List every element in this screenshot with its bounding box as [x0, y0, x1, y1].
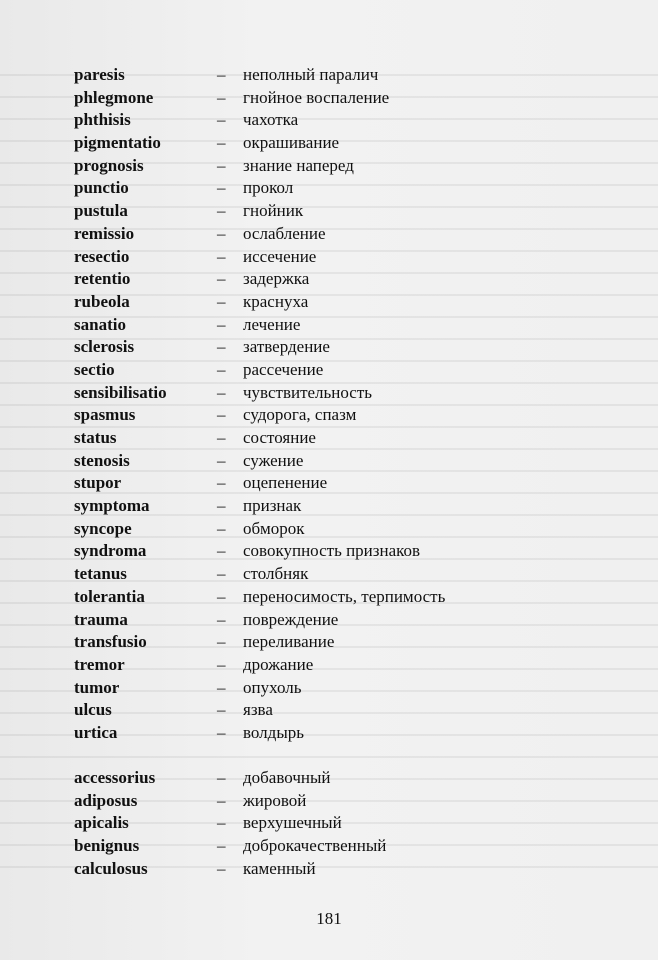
- latin-term: phthisis: [74, 110, 131, 130]
- glossary-entry: [74, 495, 514, 518]
- glossary-entry: [74, 835, 514, 858]
- glossary-entry: [74, 699, 514, 722]
- dash-separator: –: [217, 65, 226, 84]
- latin-term: tumor: [74, 677, 120, 697]
- latin-term: retentio: [74, 269, 131, 289]
- glossary-entry: [74, 812, 514, 835]
- glossary-entry: [74, 382, 514, 405]
- russian-meaning: неполный паралич: [243, 65, 379, 84]
- latin-term: benignus: [74, 836, 140, 856]
- latin-term: tremor: [74, 654, 125, 674]
- dash-separator: –: [217, 496, 226, 516]
- dash-separator: –: [217, 178, 226, 198]
- russian-meaning: сужение: [243, 450, 304, 470]
- glossary-entry: [74, 359, 514, 382]
- glossary-entry: [74, 631, 514, 654]
- latin-term: prognosis: [74, 155, 144, 175]
- russian-meaning: лечение: [243, 314, 301, 334]
- dash-separator: –: [217, 564, 226, 584]
- dash-separator: –: [217, 337, 226, 357]
- latin-term: stenosis: [74, 450, 130, 470]
- dash-separator: –: [217, 269, 226, 289]
- russian-meaning: судорога, спазм: [243, 405, 357, 425]
- russian-meaning: волдырь: [243, 722, 304, 742]
- dash-separator: –: [217, 155, 226, 175]
- russian-meaning: добавочный: [243, 768, 331, 787]
- dash-separator: –: [217, 700, 226, 720]
- russian-meaning: столбняк: [243, 564, 309, 584]
- russian-meaning: краснуха: [243, 291, 309, 311]
- glossary-entry: [74, 609, 514, 632]
- russian-meaning: прокол: [243, 178, 294, 198]
- latin-term: punctio: [74, 178, 129, 198]
- dash-separator: –: [217, 223, 226, 243]
- russian-meaning: чахотка: [243, 110, 299, 130]
- russian-meaning: оцепенение: [243, 473, 328, 493]
- latin-term: trauma: [74, 609, 128, 629]
- russian-meaning: ослабление: [243, 223, 326, 243]
- latin-term: calculosus: [74, 858, 148, 878]
- russian-meaning: иссечение: [243, 246, 317, 266]
- dash-separator: –: [217, 450, 226, 470]
- glossary-entry: [74, 540, 514, 563]
- dash-separator: –: [217, 541, 226, 561]
- latin-term: spasmus: [74, 405, 136, 425]
- latin-term: symptoma: [74, 496, 150, 516]
- russian-meaning: чувствительность: [243, 382, 373, 402]
- glossary-entry: [74, 677, 514, 700]
- russian-meaning: рассечение: [243, 359, 324, 379]
- russian-meaning: опухоль: [243, 677, 302, 697]
- russian-meaning: переносимость, терпимость: [243, 586, 446, 606]
- latin-term: tetanus: [74, 564, 127, 584]
- latin-term: syncope: [74, 518, 132, 538]
- russian-meaning: признак: [243, 496, 302, 516]
- russian-meaning: язва: [243, 700, 273, 720]
- latin-term: sensibilisatio: [74, 382, 167, 402]
- latin-term: ulcus: [74, 700, 112, 720]
- glossary-entry: [74, 132, 514, 155]
- glossary-entry: [74, 177, 514, 200]
- glossary-entry: [74, 200, 514, 223]
- russian-meaning: переливание: [243, 632, 335, 652]
- glossary-entry: [74, 109, 514, 132]
- glossary-entry: [74, 790, 514, 813]
- glossary-entry: [74, 518, 514, 541]
- russian-meaning: совокупность признаков: [243, 541, 421, 561]
- russian-meaning: жировой: [243, 790, 307, 810]
- latin-term: pigmentatio: [74, 133, 161, 153]
- latin-term: sclerosis: [74, 337, 135, 357]
- glossary-list-1: [74, 64, 514, 745]
- glossary-entry: [74, 472, 514, 495]
- latin-term: phlegmone: [74, 87, 154, 107]
- russian-meaning: каменный: [243, 858, 316, 878]
- page-number: 181: [316, 909, 342, 928]
- glossary-entry: [74, 404, 514, 427]
- dash-separator: –: [217, 314, 226, 334]
- russian-meaning: гнойник: [243, 201, 304, 221]
- dash-separator: –: [217, 359, 226, 379]
- glossary-entry: [74, 450, 514, 473]
- dash-separator: –: [217, 518, 226, 538]
- dash-separator: –: [217, 246, 226, 266]
- dash-separator: –: [217, 473, 226, 493]
- russian-meaning: задержка: [243, 269, 310, 289]
- latin-term: sectio: [74, 359, 115, 379]
- dash-separator: –: [217, 677, 226, 697]
- dash-separator: –: [217, 609, 226, 629]
- dash-separator: –: [217, 133, 226, 153]
- glossary-entry: [74, 427, 514, 450]
- latin-term: apicalis: [74, 813, 129, 833]
- russian-meaning: повреждение: [243, 609, 339, 629]
- dash-separator: –: [217, 654, 226, 674]
- latin-term: transfusio: [74, 632, 147, 652]
- glossary-entry: [74, 314, 514, 337]
- dash-separator: –: [217, 291, 226, 311]
- dash-separator: –: [217, 722, 226, 742]
- glossary-entry: [74, 858, 514, 881]
- latin-term: accessorius: [74, 768, 156, 787]
- latin-term: stupor: [74, 473, 122, 493]
- russian-meaning: окрашивание: [243, 133, 340, 153]
- dash-separator: –: [217, 201, 226, 221]
- russian-meaning: затвердение: [243, 337, 330, 357]
- dash-separator: –: [217, 790, 226, 810]
- latin-term: status: [74, 428, 117, 447]
- russian-meaning: обморок: [243, 518, 305, 538]
- dash-separator: –: [217, 836, 226, 856]
- russian-meaning: знание наперед: [243, 155, 354, 175]
- latin-term: pustula: [74, 201, 128, 221]
- latin-term: adiposus: [74, 790, 138, 810]
- glossary-entry: [74, 291, 514, 314]
- latin-term: urtica: [74, 722, 118, 742]
- dash-separator: –: [217, 632, 226, 652]
- dash-separator: –: [217, 428, 226, 447]
- latin-term: remissio: [74, 223, 135, 243]
- latin-term: rubeola: [74, 291, 130, 311]
- glossary-entry: [74, 155, 514, 178]
- russian-meaning: гнойное воспаление: [243, 87, 390, 107]
- glossary-list-2: [74, 767, 514, 880]
- glossary-entry: [74, 563, 514, 586]
- glossary-entry: [74, 246, 514, 269]
- dash-separator: –: [217, 87, 226, 107]
- glossary-entry: [74, 268, 514, 291]
- glossary-entry: [74, 336, 514, 359]
- dash-separator: –: [217, 110, 226, 130]
- russian-meaning: верхушечный: [243, 813, 342, 833]
- glossary-entry: [74, 767, 514, 790]
- latin-term: tolerantia: [74, 586, 145, 606]
- dash-separator: –: [217, 586, 226, 606]
- glossary-entry: [74, 654, 514, 677]
- glossary-entry: [74, 64, 514, 87]
- russian-meaning: состояние: [243, 428, 316, 447]
- glossary-entry: [74, 223, 514, 246]
- dash-separator: –: [217, 858, 226, 878]
- dash-separator: –: [217, 405, 226, 425]
- latin-term: syndroma: [74, 541, 147, 561]
- dash-separator: –: [217, 813, 226, 833]
- latin-term: paresis: [74, 65, 125, 84]
- russian-meaning: дрожание: [243, 654, 314, 674]
- latin-term: resectio: [74, 246, 130, 266]
- dash-separator: –: [217, 382, 226, 402]
- glossary-entry: [74, 722, 514, 745]
- latin-term: sanatio: [74, 314, 126, 334]
- dash-separator: –: [217, 768, 226, 787]
- glossary-entry: [74, 87, 514, 110]
- glossary-entry: [74, 586, 514, 609]
- russian-meaning: доброкачественный: [243, 836, 387, 856]
